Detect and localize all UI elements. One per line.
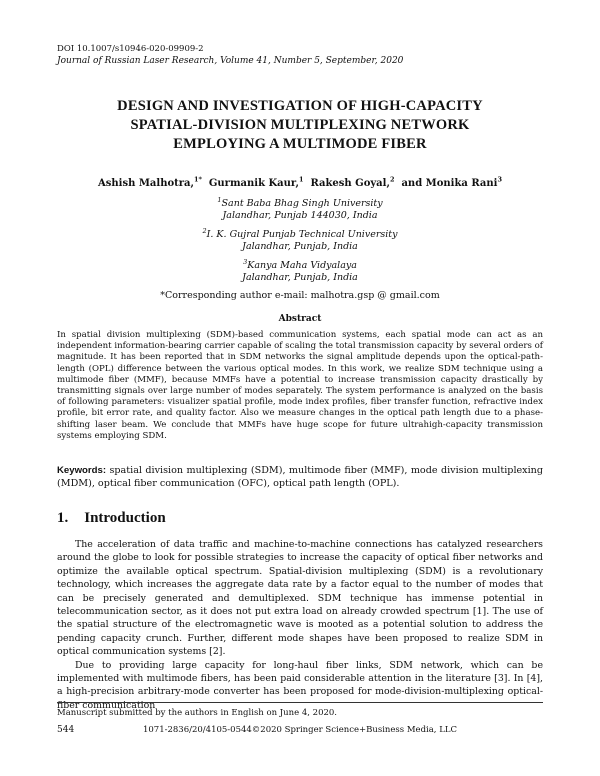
paragraph: Due to providing large capacity for long-haul fiber links, SDM network, which can be implemented with multimode fibers, has been paid considerable attention in the literature [3]. In [4], a high-precision arbitrary-mode converter has been proposed for mode-division-multiplexing optical-fiber communication [57,659,543,711]
title-line: DESIGN AND INVESTIGATION OF HIGH-CAPACITY [117,98,483,114]
abstract-heading: Abstract [278,314,322,324]
keywords-label: Keywords: [57,465,107,476]
footnote-divider [57,702,543,703]
title-line: SPATIAL-DIVISION MULTIPLEXING NETWORK [130,117,470,133]
abstract-text: In spatial division multiplexing (SDM)-based communication systems, each spatial mode can act as an independent information-bearing carrier capable of scaling the total transmission capacity by several orders of magnitude. It has been reported that in SDM networks the signal amplitude depends upon the optical-path-length (OPL) difference between the various optical modes. In this work, we realize SDM technique using a multimode fiber (MMF), because MMFs have a potential to increase transmission capacity drastically by transmitting signals over large number of modes separately. The system performance is analyzed on the basis of following parameters: visualizer spatial profile, mode index profiles, fiber transfer function, refractive index profile, bit error rate, and quality factor. Also we measure changes in the optical path length due to a phase-shifting laser beam. We conclude that MMFs have huge scope for future ultrahigh-capacity transmission systems employing SDM. [57,330,543,441]
body-text [57,538,543,712]
title-line: EMPLOYING A MULTIMODE FIBER [173,136,427,152]
author: Gurmanik Kaur,$^1$ [208,175,304,189]
keywords-text: spatial division multiplexing (SDM), multimode fiber (MMF), mode division multiplexing (MDM), optical fiber communication (OFC), optical path length (OPL). [57,465,543,489]
journal-citation: Journal of Russian Laser Research, Volume 41, Number 5, September, 2020 [57,56,404,66]
footnote: Manuscript submitted by the authors in English on June 4, 2020. [57,708,338,718]
author: Ashish Malhotra,$^{1*}$ [98,175,202,189]
affiliation: $^1$Sant Baba Bhag Singh University Jalandhar, Punjab 144030, India [217,195,383,221]
paragraph: The acceleration of data traffic and machine-to-machine connections has catalyzed researchers around the globe to look for possible strategies to increase the capacity of optical fiber networks and optimize the available optical spectrum. Spatial-division multiplexing (SDM) is a revolutionary technology, which increases the aggregate data rate by a factor equal to the number of modes that can be precisely generated and demultiplexed. SDM technique has immense potential in telecommunication sector, as it does not put extra load on already crowded spectrum [1]. The use of the spatial structure of the electromagnetic wave is mooted as a potential solution to address the pending capacity crunch. Further, different mode shapes have been proposed to realize SDM in optical communication systems [2]. [57,539,543,658]
doi: DOI 10.1007/s10946-020-09909-2 [57,44,204,54]
paper-title [60,97,540,154]
copyright-line: 1071-2836/20/4105-0544©2020 Springer Science+Business Media, LLC [142,725,457,735]
section-heading [57,510,166,527]
affiliation: $^2$I. K. Gujral Punjab Technical University Jalandhar, Punjab, India [202,226,398,252]
page-number: 544 [57,725,75,735]
section-number: 1. [57,510,69,526]
corresponding-email: *Corresponding author e-mail: malhotra.gsp @ gmail.com [160,290,440,301]
author-list [60,175,540,189]
affiliation: $^3$Kanya Maha Vidyalaya Jalandhar, Punjab, India [242,257,358,283]
author: and Monika Rani$^3$ [401,175,502,189]
author: Rakesh Goyal,$^2$ [310,175,395,189]
keywords [57,464,543,490]
section-title: Introduction [84,510,166,526]
